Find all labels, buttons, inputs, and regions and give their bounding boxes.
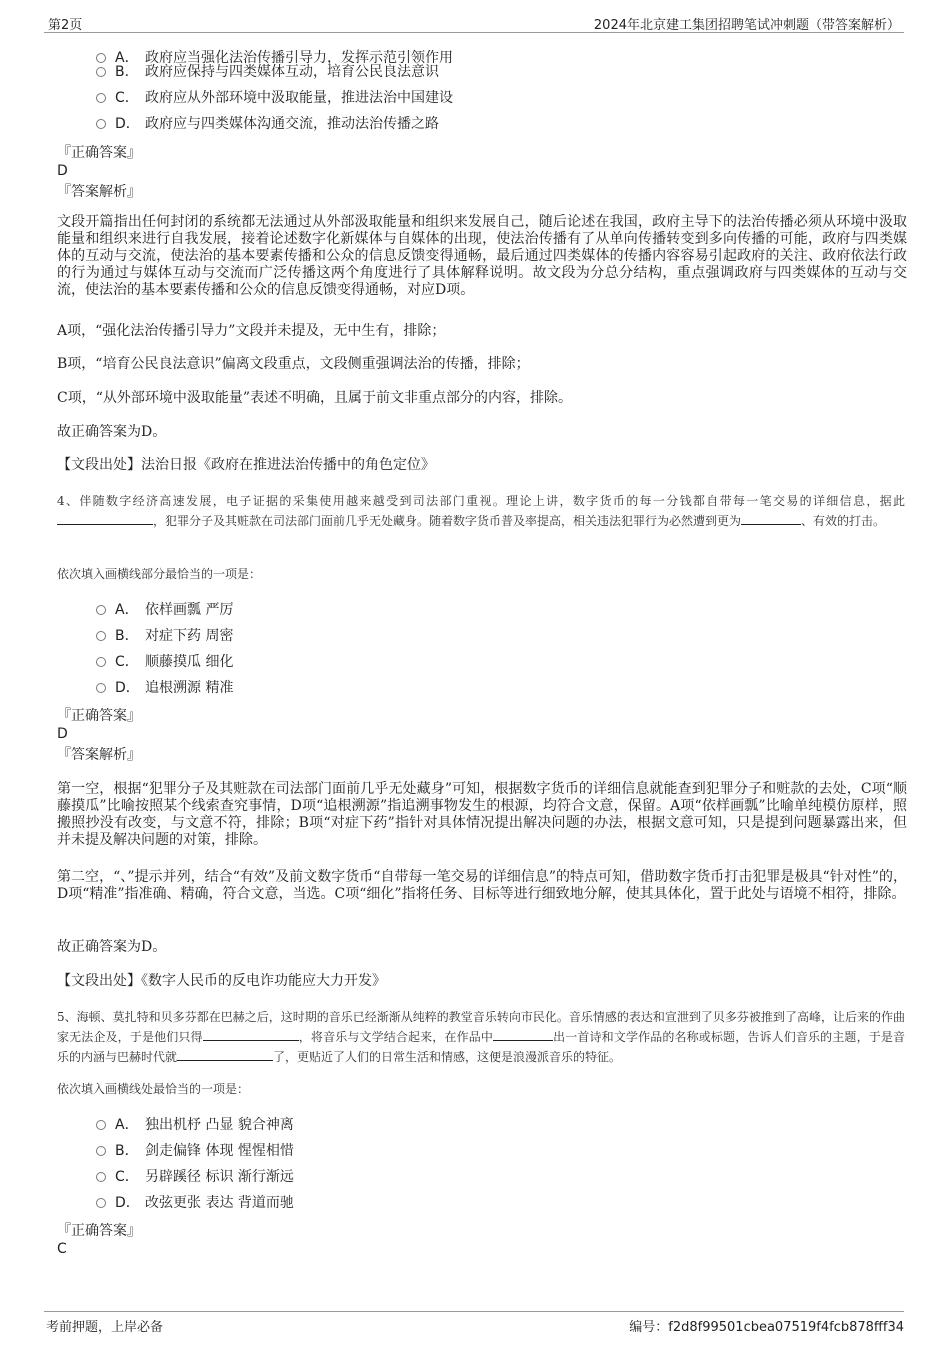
q5-answer: C	[57, 1241, 67, 1257]
page-header	[44, 12, 904, 33]
radio-icon[interactable]	[96, 67, 106, 77]
fill-blank	[493, 1028, 553, 1041]
q5-stem: 5、海顿、莫扎特和贝多芬都在巴赫之后，这时期的音乐已经渐渐从纯粹的教堂音乐转向市民化。音乐情感的表达和宣泄到了贝多芬被推到了高峰，让后来的作曲家无法企及，于是他们只得 ，将音乐与文学结合起来，在作品中 出一首诗和文学作品的名称或标题，告诉人们音乐的主题，于是音乐的内涵与巴赫时代就 了，更贴近了人们的日常生活和情感，这便是浪漫派音乐的特征。	[57, 1010, 905, 1064]
q3-conclusion: 故正确答案为D。	[57, 424, 167, 440]
radio-icon[interactable]	[96, 657, 106, 667]
q3-source: 【文段出处】法治日报《政府在推进法治传播中的角色定位》	[57, 457, 435, 473]
q4-option-c[interactable]: C． 顺藤摸瓜 细化	[96, 653, 233, 671]
q3-option-b[interactable]: B． 政府应保持与四类媒体互动，培育公民良法意识	[96, 63, 439, 81]
q4-conclusion: 故正确答案为D。	[57, 939, 167, 955]
fill-blank	[203, 1028, 299, 1041]
q5-option-b[interactable]: B． 剑走偏锋 体现 惺惺相惜	[96, 1142, 294, 1160]
q4-answer: D	[57, 726, 68, 742]
q4-option-b[interactable]: B． 对症下药 周密	[96, 627, 233, 645]
q3-analysis-option-c: C项，“从外部环境中汲取能量”表述不明确，且属于前文非重点部分的内容，排除。	[57, 390, 573, 406]
radio-icon[interactable]	[96, 631, 106, 641]
q5-option-a[interactable]: A． 独出机杼 凸显 貌合神离	[96, 1116, 294, 1134]
q3-option-c[interactable]: C． 政府应从外部环境中汲取能量，推进法治中国建设	[96, 89, 453, 107]
footer-slogan: 考前押题，上岸必备	[46, 1320, 164, 1335]
fill-blank	[57, 512, 153, 525]
q5-prompt: 依次填入画横线处最恰当的一项是：	[57, 1082, 250, 1096]
fill-blank	[177, 1048, 273, 1061]
q4-option-d[interactable]: D． 追根溯源 精准	[96, 679, 233, 697]
radio-icon[interactable]	[96, 1172, 106, 1182]
q4-source: 【文段出处】《数字人民币的反电诈功能应大力开发》	[57, 973, 386, 989]
radio-icon[interactable]	[96, 53, 106, 63]
page-footer	[44, 1311, 904, 1334]
q4-option-a[interactable]: A． 依样画瓢 严厉	[96, 601, 233, 619]
q5-answer-label: 『正确答案』	[57, 1223, 141, 1239]
radio-icon[interactable]	[96, 1120, 106, 1130]
radio-icon[interactable]	[96, 1198, 106, 1208]
q3-analysis-option-a: A项，“强化法治传播引导力”文段并未提及，无中生有，排除；	[57, 323, 446, 339]
q5-option-c[interactable]: C． 另辟蹊径 标识 渐行渐远	[96, 1168, 294, 1186]
q4-stem: 4、伴随数字经济高速发展，电子证据的采集使用越来越受到司法部门重视。理论上讲，数字货币的每一分钱都自带每一笔交易的详细信息，据此，犯罪分子及其赃款在司法部门面前几乎无处藏身。随着数字货币普及率提高，相关违法犯罪行为必然遭到更为 、有效的打击。	[57, 494, 905, 528]
radio-icon[interactable]	[96, 605, 106, 615]
fill-blank	[741, 512, 801, 525]
q5-option-d[interactable]: D． 改弦更张 表达 背道而驰	[96, 1194, 294, 1212]
radio-icon[interactable]	[96, 93, 106, 103]
radio-icon[interactable]	[96, 119, 106, 129]
document-code: 编号：f2d8f99501cbea07519f4fcb878fff34	[629, 1320, 904, 1335]
q3-analysis-option-b: B项，“培育公民良法意识”偏离文段重点，文段侧重强调法治的传播，排除；	[57, 356, 530, 372]
q3-analysis-paragraph: 文段开篇指出任何封闭的系统都无法通过从外部汲取能量和组织来发展自己，随后论述在我国，政府主导下的法治传播必须从环境中汲取能量和组织来进行自我发展，接着论述数字化新媒体与自媒体的出现，使法治传播有了从单向传播转变到多向传播的可能，政府与四类媒体的互动与交流，使法治的基本要素传播和公众的信息反馈变得通畅，最后通过四类媒体的传播内容容易引起政府的关注、政府依法行政的行为通过与媒体互动与交流而广泛传播这两个角度进行了具体解释说明。故文段为分总分结构，重点强调政府与四类媒体的互动与交流，使法治的基本要素传播和公众的信息反馈变得通畅，对应D项。	[57, 214, 907, 298]
q3-answer-label: 『正确答案』	[57, 145, 141, 161]
radio-icon[interactable]	[96, 683, 106, 693]
q3-analysis-label: 『答案解析』	[57, 184, 141, 200]
q3-option-a[interactable]: A． 政府应当强化法治传播引导力，发挥示范引领作用	[96, 49, 453, 67]
q3-option-d[interactable]: D． 政府应与四类媒体沟通交流，推动法治传播之路	[96, 115, 439, 133]
q3-answer: D	[57, 163, 68, 179]
q4-answer-label: 『正确答案』	[57, 708, 141, 724]
q4-analysis-first-blank: 第一空，根据“犯罪分子及其赃款在司法部门面前几乎无处藏身”可知，根据数字货币的详细信息就能查到犯罪分子和赃款的去处，C项“顺藤摸瓜”比喻按照某个线索查究事情，D项“追根溯源”指追溯事物发生的根源，均符合文意，保留。A项“依样画瓢”比喻单纯模仿原样，照搬照抄没有改变，与文意不符，排除；B项“对症下药”指针对具体情况提出解决问题的办法，根据文意可知，只是提到问题暴露出来，但并未提及解决问题的对策，排除。	[57, 781, 907, 848]
q4-prompt: 依次填入画横线部分最恰当的一项是：	[57, 567, 262, 581]
q4-analysis-label: 『答案解析』	[57, 747, 141, 763]
q4-analysis-second-blank: 第二空，“、”提示并列，结合“有效”及前文数字货币“自带每一笔交易的详细信息”的特点可知，借助数字货币打击犯罪是极具“针对性”的，D项“精准”指准确、精确，符合文意，当选。C项“细化”指将任务、目标等进行细致地分解，使其具体化，置于此处与语境不相符，排除。	[57, 869, 907, 902]
document-title: 2024年北京建工集团招聘笔试冲刺题（带答案解析）	[593, 18, 900, 33]
radio-icon[interactable]	[96, 1146, 106, 1156]
page-number: 第2页	[48, 18, 83, 33]
